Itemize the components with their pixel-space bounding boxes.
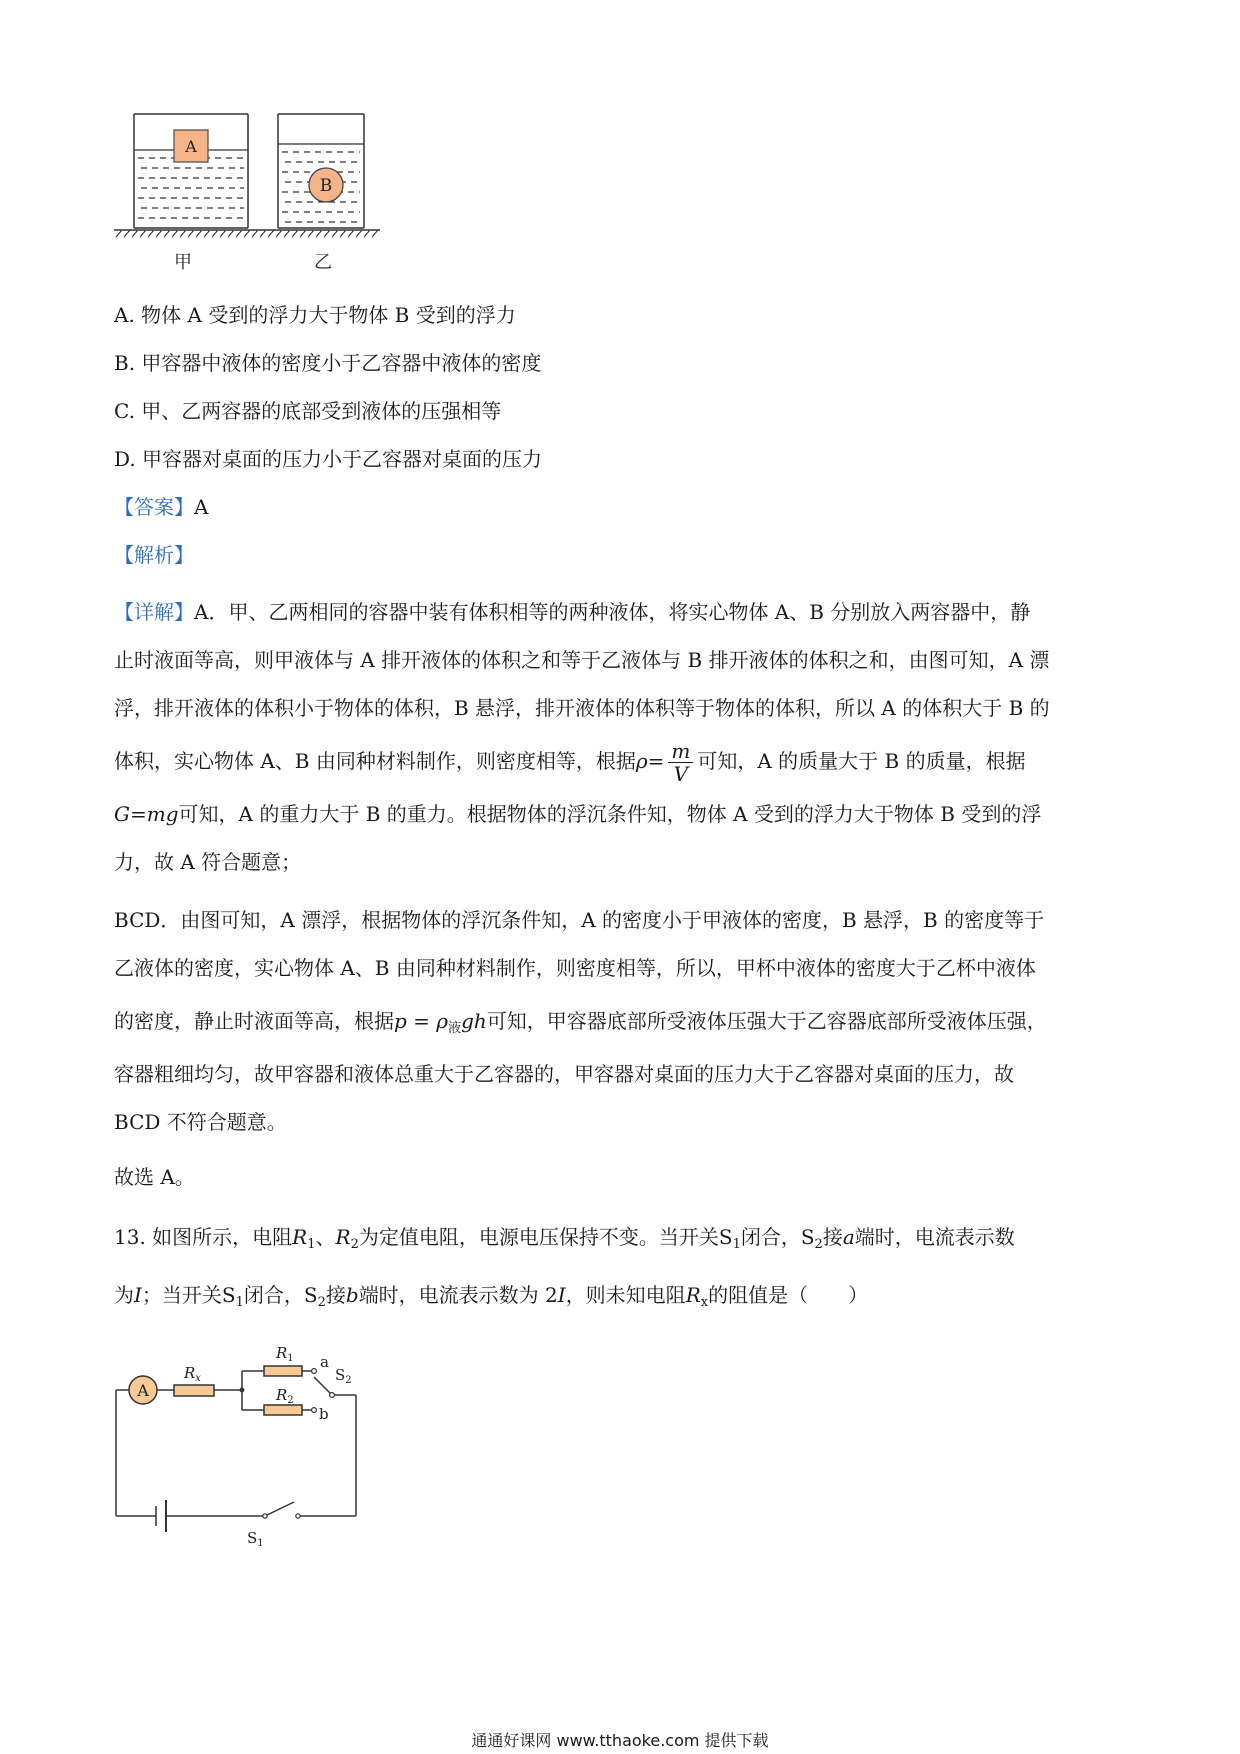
bcd-line-5: BCD 不符合题意。 <box>114 1110 287 1134</box>
bcd-paragraph <box>114 896 1134 1146</box>
resistor-r1 <box>264 1366 302 1376</box>
label-yi: 乙 <box>314 252 332 273</box>
detail-text-5b: 可知，A 的重力大于 B 的重力。根据物体的浮沉条件知，物体 A 受到的浮力大于物体 B 受到的浮 <box>178 802 1042 826</box>
containers-figure <box>110 100 390 280</box>
bcd-text-3b: 可知，甲容器底部所受液体压强大于乙容器底部所受液体压强， <box>486 1009 1047 1033</box>
s2-subscript-2: 2 <box>317 1295 326 1310</box>
answer <box>114 492 208 522</box>
fraction-denominator: V <box>673 762 689 786</box>
formula-gh: gh <box>461 1009 487 1033</box>
s1-label: $S_1$ <box>247 1529 264 1549</box>
current-i: I <box>134 1283 142 1307</box>
block-a-label: A <box>185 137 197 156</box>
option-a: A. 物体 A 受到的浮力大于物体 B 受到的浮力 <box>114 303 516 327</box>
current-i-2: I <box>557 1283 566 1307</box>
q13-text-2: 为定值电阻，电源电压保持不变。当开关 <box>358 1225 719 1249</box>
analysis-tag: 【解析】 <box>114 543 194 567</box>
formula-p: p <box>394 1009 407 1033</box>
question-number: 13. <box>114 1225 153 1249</box>
q13-text-9: 接 <box>325 1283 346 1307</box>
terminal-b-text: b <box>345 1283 359 1307</box>
bcd-line-3 <box>114 992 1134 1050</box>
footer-watermark: 通通好课网 www.tthaoke.com 提供下载 <box>471 1731 769 1750</box>
s1-symbol-2: S <box>221 1283 236 1307</box>
q13-text-10: 端时，电流表示数为 2 <box>358 1283 558 1307</box>
question-13 <box>114 1208 1134 1324</box>
detail-line-3: 浮，排开液体的体积小于物体的体积，B 悬浮，排开液体的体积等于物体的体积，所以 A 的体积大于 B 的 <box>114 696 1050 720</box>
density-fraction <box>668 740 693 785</box>
s1-symbol: S <box>718 1225 733 1249</box>
r2-label: $R_2$ <box>276 1386 294 1406</box>
formula-p-equals: = <box>406 1009 437 1033</box>
question-13-line-2 <box>114 1266 1134 1324</box>
bcd-line-2: 乙液体的密度，实心物体 A、B 由同种材料制作，则密度相等，所以，甲杯中液体的密度大于乙杯中液体 <box>114 956 1036 980</box>
switch-s2 <box>314 1377 332 1395</box>
detail-text-1: A．甲、乙两相同的容器中装有体积相等的两种液体，将实心物体 A、B 分别放入两容器中，静 <box>194 600 1031 624</box>
detail-line-6: 力，故 A 符合题意； <box>114 850 302 874</box>
formula-rho: ρ <box>635 749 648 773</box>
option-d: D. 甲容器对桌面的压力小于乙容器对桌面的压力 <box>114 447 543 471</box>
formula-liquid-subscript: 液 <box>448 1021 462 1036</box>
formula-rho-liquid: ρ <box>436 1009 449 1033</box>
s2-symbol-2: S <box>303 1283 318 1307</box>
formula-equals: = <box>647 749 665 773</box>
q13-text-5: 端时，电流表示数 <box>854 1225 1015 1249</box>
q13-text-11: ，则未知电阻 <box>565 1283 686 1307</box>
option-b: B. 甲容器中液体的密度小于乙容器中液体的密度 <box>114 351 542 375</box>
detail-line-4 <box>114 732 1134 790</box>
detail-tag: 【详解】 <box>114 600 194 624</box>
q13-text-12: 的阻值是（ ） <box>708 1283 869 1307</box>
s1-subscript: 1 <box>732 1237 741 1252</box>
answer-value: A <box>194 495 209 519</box>
s2-subscript: 2 <box>814 1237 823 1252</box>
q13-text-1: 如图所示，电阻 <box>152 1225 293 1249</box>
switch-s1 <box>265 1502 294 1516</box>
r2-symbol: R <box>335 1225 351 1249</box>
s1-subscript-2: 1 <box>235 1295 244 1310</box>
detail-text-4b: 可知，A 的质量大于 B 的质量，根据 <box>697 749 1026 773</box>
answer-tag: 【答案】 <box>114 495 194 519</box>
bcd-line-4: 容器粗细均匀，故甲容器和液体总重大于乙容器的，甲容器对桌面的压力大于乙容器对桌面的压力，故 <box>114 1062 1014 1086</box>
formula-mg: mg <box>146 802 179 826</box>
r1-symbol: R <box>292 1225 308 1249</box>
table-surface <box>114 230 380 237</box>
bcd-line-1: BCD．由图可知，A 漂浮，根据物体的浮沉条件知，A 的密度小于甲液体的密度，B 悬浮，B 的密度等于 <box>114 908 1045 932</box>
label-jia: 甲 <box>174 252 192 273</box>
formula-g-equals: = <box>129 802 147 826</box>
terminal-b-label: b <box>319 1405 329 1423</box>
circuit-diagram <box>100 1340 390 1550</box>
s2-label: $S_2$ <box>335 1366 352 1386</box>
ball-b-label: B <box>319 176 333 196</box>
detail-text-4a: 体积，实心物体 A、B 由同种材料制作，则密度相等，根据 <box>114 749 636 773</box>
bcd-text-3a: 的密度，静止时液面等高，根据 <box>114 1009 394 1033</box>
rx-symbol: R <box>685 1283 701 1307</box>
terminal-a-label: a <box>320 1353 329 1371</box>
q13-separator: 、 <box>315 1225 336 1249</box>
battery <box>156 1500 166 1532</box>
r2-subscript: 2 <box>350 1237 359 1252</box>
detail-line-2: 止时液面等高，则甲液体与 A 排开液体的体积之和等于乙液体与 B 排开液体的体积之和，由图可知，A 漂 <box>114 648 1050 672</box>
ammeter-label: A <box>137 1381 149 1400</box>
q13-text-6: 为 <box>114 1283 134 1307</box>
fraction-numerator: m <box>668 740 693 763</box>
rx-label: $R_x$ <box>184 1364 201 1384</box>
question-13-line-1 <box>114 1208 1134 1266</box>
q13-text-7: ；当开关 <box>141 1283 222 1307</box>
detail-line-1 <box>114 588 1134 636</box>
q13-text-8: 闭合， <box>243 1283 304 1307</box>
detail-paragraph <box>114 588 1134 886</box>
s2-symbol: S <box>800 1225 815 1249</box>
resistor-rx <box>174 1385 214 1396</box>
conclusion: 故选 A。 <box>114 1165 195 1189</box>
q13-text-3: 闭合， <box>740 1225 801 1249</box>
formula-g: G <box>114 802 130 826</box>
resistor-r2 <box>264 1405 302 1415</box>
q13-text-4: 接 <box>822 1225 843 1249</box>
terminal-a-text: a <box>842 1225 855 1249</box>
rx-subscript: x <box>700 1295 709 1310</box>
r1-subscript: 1 <box>307 1237 316 1252</box>
r1-label: $R_1$ <box>276 1344 294 1364</box>
option-c: C. 甲、乙两容器的底部受到液体的压强相等 <box>114 399 502 423</box>
detail-line-5 <box>114 790 1134 838</box>
